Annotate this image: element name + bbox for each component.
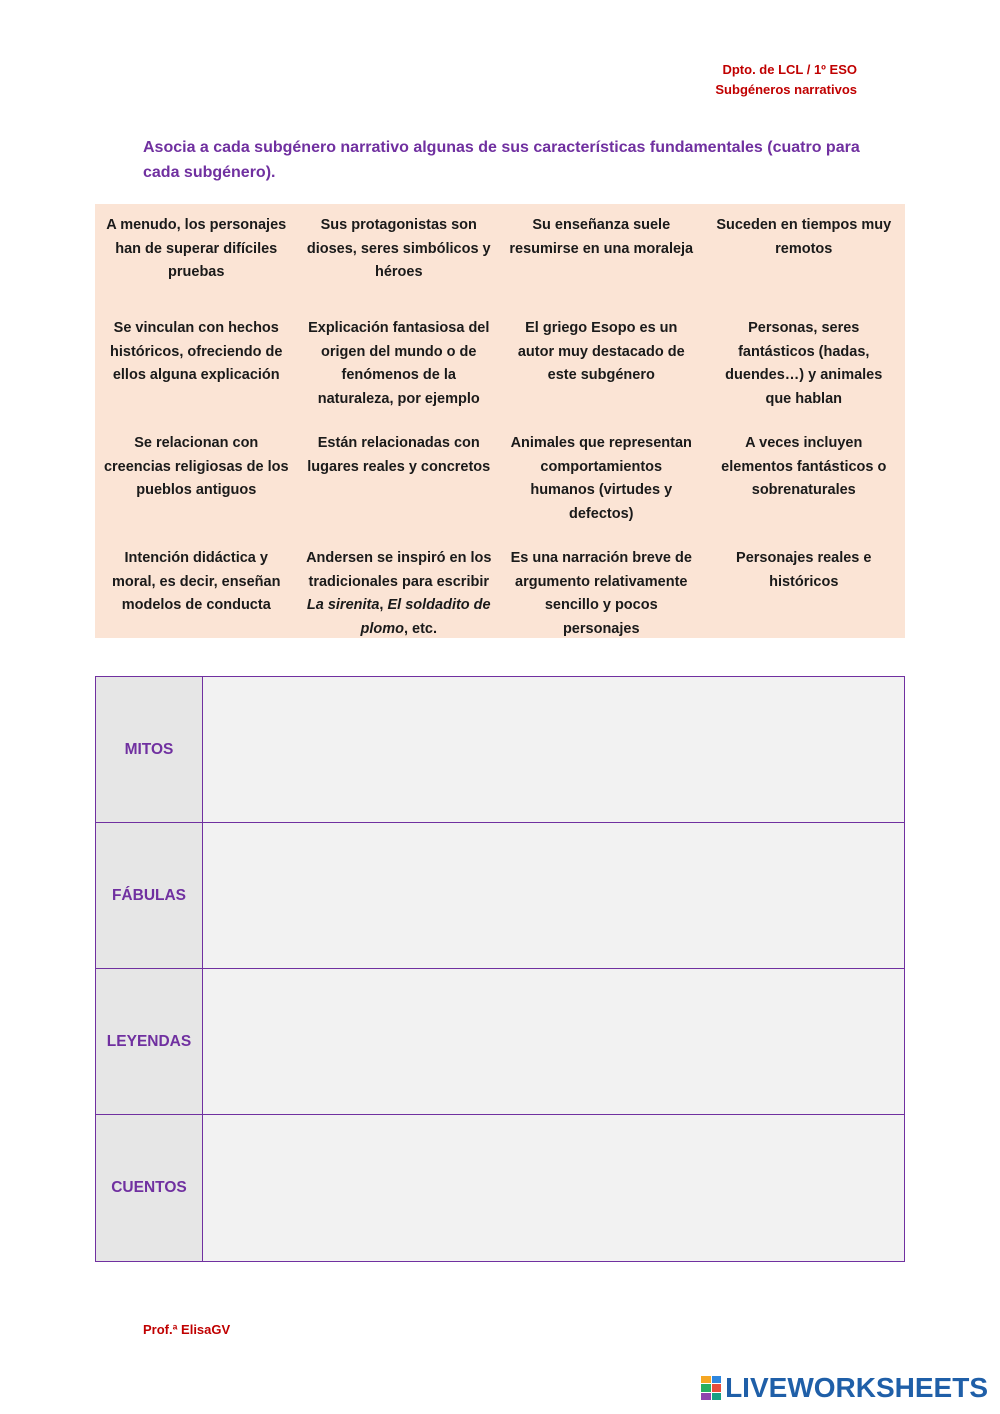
card-6[interactable]: Explicación fantasiosa del origen del mundo o de fenómenos de la naturaleza, por ejemplo <box>308 320 490 407</box>
card-14-prefix: Andersen se inspiró en los tradicionales para escribir <box>306 550 492 590</box>
card-16[interactable]: Personajes reales e históricos <box>736 550 872 590</box>
card-5[interactable]: Se vinculan con hechos históricos, ofreciendo de ellos alguna explicación <box>110 320 283 383</box>
header-topic: Subgéneros narrativos <box>715 82 857 97</box>
card-15[interactable]: Es una narración breve de argumento relativamente sencillo y pocos personajes <box>510 550 692 637</box>
card-2[interactable]: Sus protagonistas son dioses, seres simbólicos y héroes <box>306 217 491 280</box>
card-12[interactable]: A veces incluyen elementos fantásticos o sobrenaturales <box>721 435 887 498</box>
card-13[interactable]: Intención didáctica y moral, es decir, enseñan modelos de conducta <box>112 550 281 613</box>
drop-zone-leyendas[interactable] <box>203 969 904 1115</box>
card-7[interactable]: El griego Esopo es un autor muy destacado de este subgénero <box>517 320 685 383</box>
card-14-suffix: , etc. <box>403 620 438 637</box>
card-8[interactable]: Personas, seres fantásticos (hadas, duendes…) y animales que hablan <box>725 320 883 407</box>
card-9[interactable]: Se relacionan con creencias religiosas de los pueblos antiguos <box>103 435 289 498</box>
category-label-fabulas: FÁBULAS <box>96 823 203 969</box>
card-10[interactable]: Están relacionadas con lugares reales y concretos <box>307 435 491 475</box>
card-14-separator: , <box>379 597 388 613</box>
instruction-text: Asocia a cada subgénero narrativo algunas de sus características fundamentales (cuatro para cada subgénero). <box>143 139 860 181</box>
author-footer: Prof.ª ElisaGV <box>143 1322 231 1337</box>
card-11[interactable]: Animales que representan comportamientos humanos (virtudes y defectos) <box>510 435 692 522</box>
liveworksheets-logo-icon <box>701 1376 721 1400</box>
drop-zone-cuentos[interactable] <box>203 1115 904 1261</box>
liveworksheets-brand <box>701 1372 988 1404</box>
category-label-leyendas: LEYENDAS <box>96 969 203 1115</box>
card-4[interactable]: Suceden en tiempos muy remotos <box>716 217 892 257</box>
drop-zone-mitos[interactable] <box>203 677 904 823</box>
category-label-mitos: MITOS <box>96 677 203 823</box>
category-label-cuentos: CUENTOS <box>96 1115 203 1261</box>
answer-table <box>95 676 905 1262</box>
card-3[interactable]: Su enseñanza suele resumirse en una moraleja <box>509 217 694 257</box>
brand-name: LIVEWORKSHEETS <box>725 1372 988 1403</box>
card-14-title-2: El soldadito de plomo <box>360 597 491 637</box>
header-department: Dpto. de LCL / 1º ESO <box>722 62 857 77</box>
document-header <box>715 60 857 100</box>
card-14-title-1: La sirenita <box>306 597 380 613</box>
characteristic-cards <box>95 204 905 638</box>
card-14[interactable] <box>298 537 501 638</box>
drop-zone-fabulas[interactable] <box>203 823 904 969</box>
card-1[interactable]: A menudo, los personajes han de superar difíciles pruebas <box>106 217 287 280</box>
